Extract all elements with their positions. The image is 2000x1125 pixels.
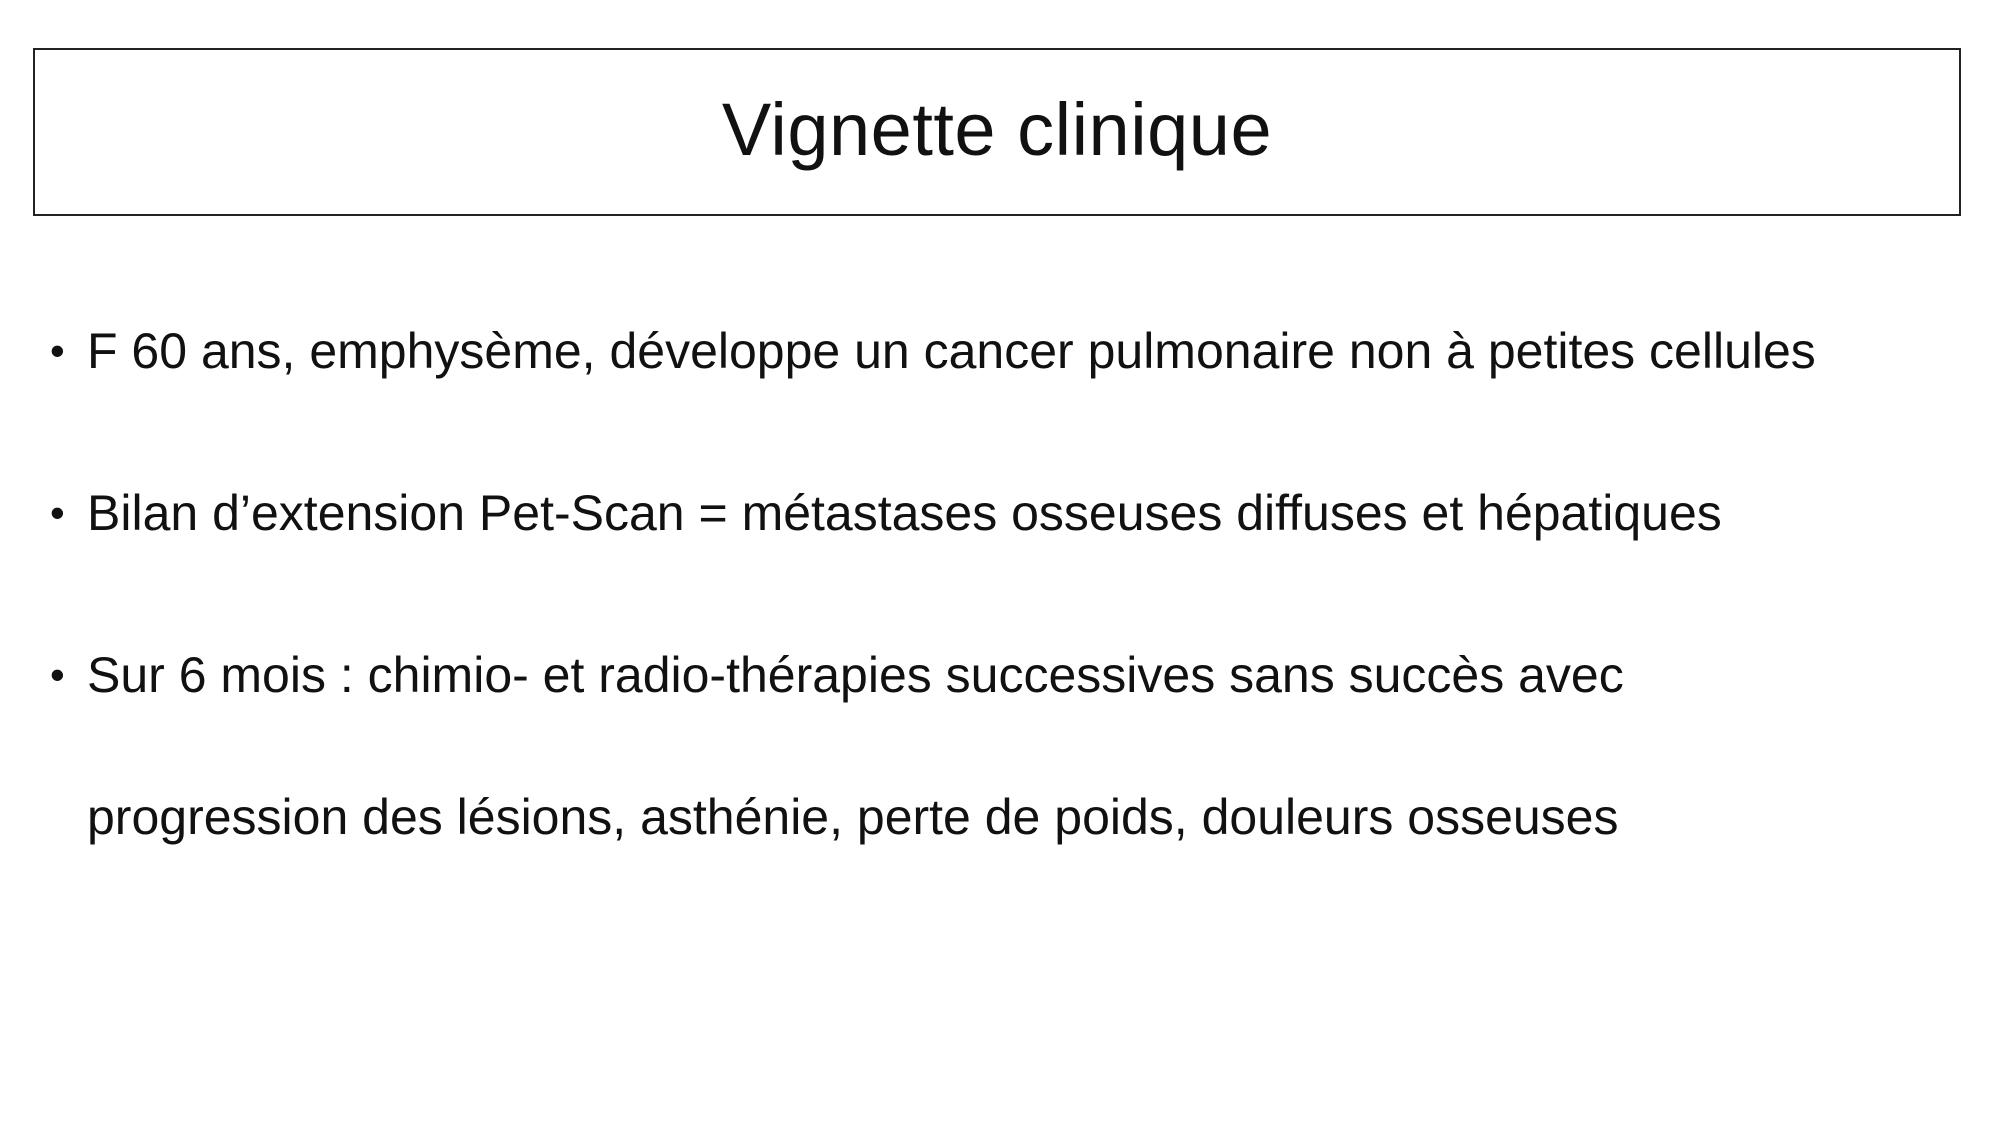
bullet-icon: •: [50, 651, 65, 698]
bullet-item-treatment: [50, 644, 1950, 848]
bullet-item-patient: [50, 320, 1950, 382]
bullet-text: F 60 ans, emphysème, développe un cancer pulmonaire non à petites cellules: [87, 323, 1816, 379]
title-box: [33, 48, 1961, 216]
bullet-text: Sur 6 mois : chimio- et radio-thérapies successives sans succès avec: [87, 647, 1624, 703]
bullet-icon: •: [50, 489, 65, 536]
bullet-text: Bilan d’extension Pet-Scan = métastases osseuses diffuses et hépatiques: [87, 485, 1722, 541]
slide-title: Vignette clinique: [721, 88, 1273, 171]
bullet-text-continuation: progression des lésions, asthénie, perte de poids, douleurs osseuses: [87, 789, 1619, 845]
bullet-icon: •: [50, 327, 65, 374]
bullet-item-extension: [50, 482, 1950, 544]
bullet-list: [50, 320, 1950, 848]
